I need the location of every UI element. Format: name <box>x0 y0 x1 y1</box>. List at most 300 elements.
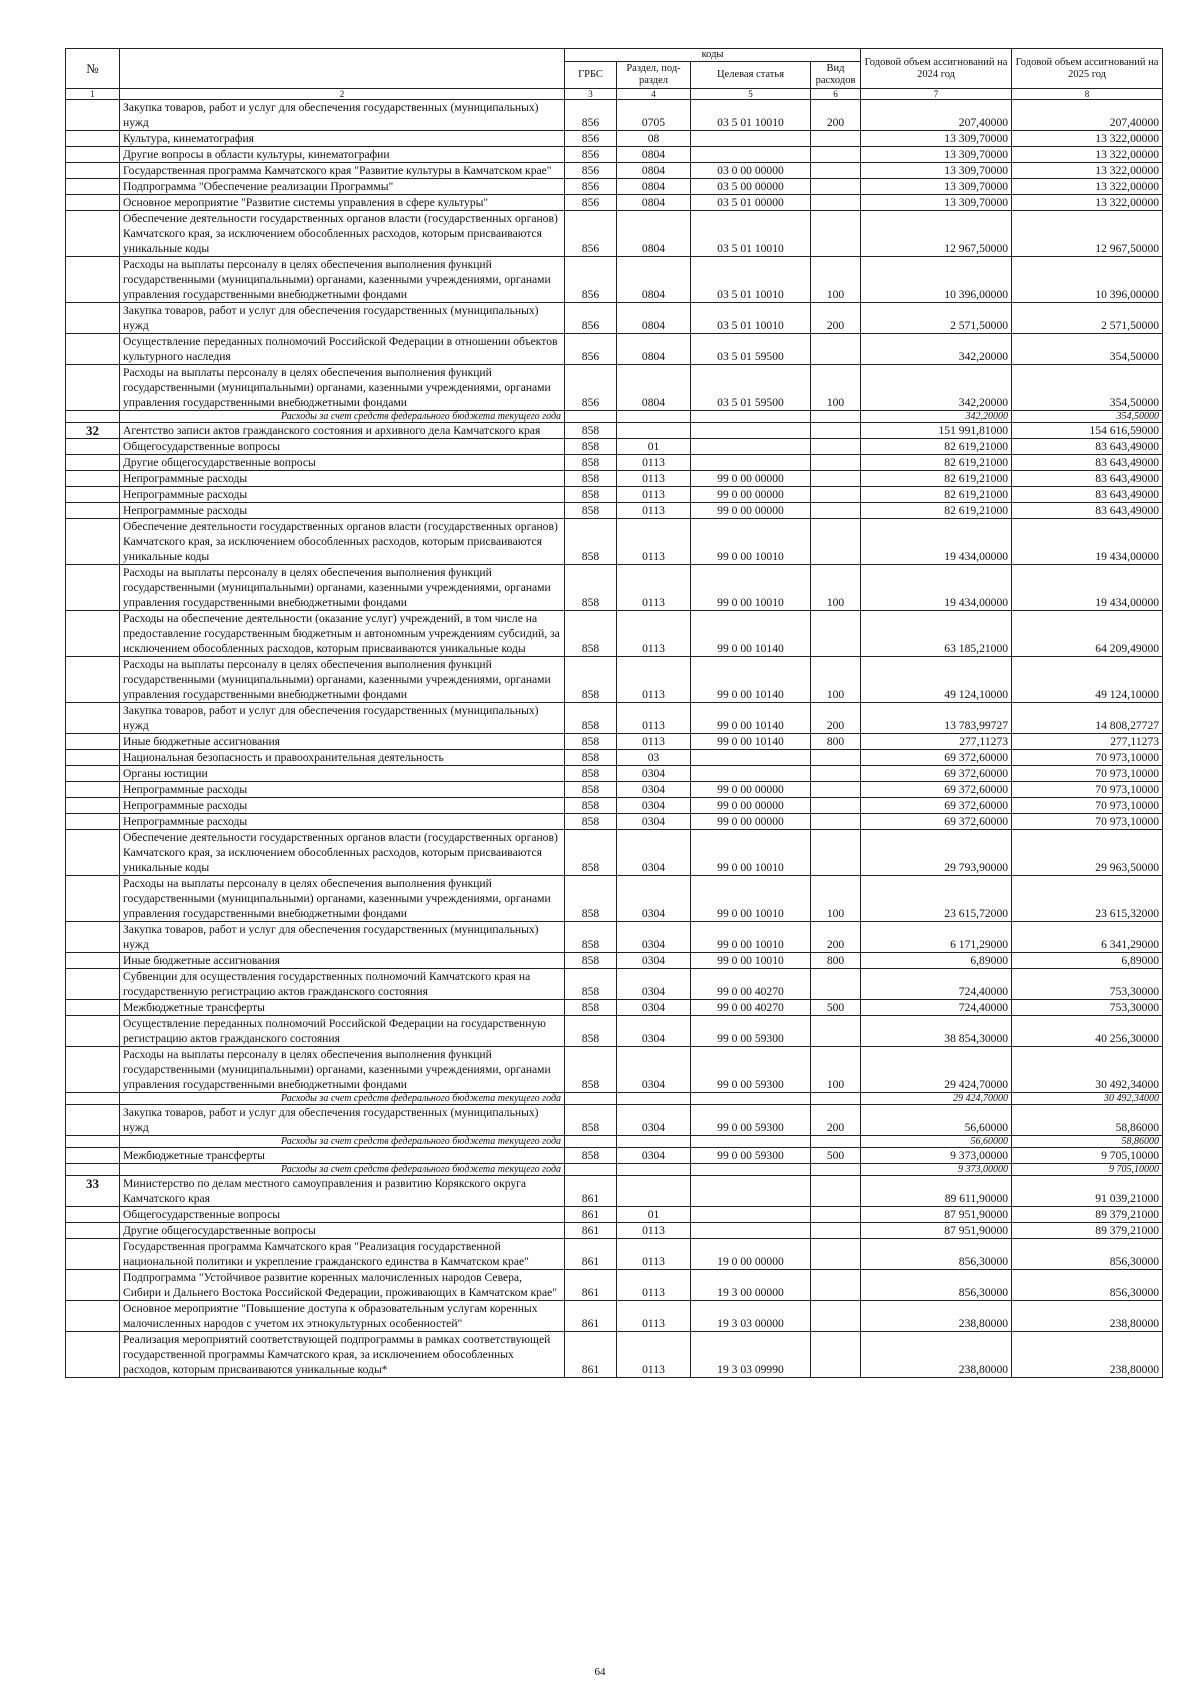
index-cell: 3 <box>565 89 617 100</box>
row-amount-2025: 753,30000 <box>1012 969 1163 1000</box>
row-name: Непрограммные расходы <box>120 503 565 519</box>
row-target <box>691 423 811 439</box>
row-target: 19 3 03 00000 <box>691 1301 811 1332</box>
row-razdel: 0113 <box>617 1332 691 1378</box>
row-grbs: 858 <box>565 611 617 657</box>
row-expense-type: 200 <box>811 922 861 953</box>
row-amount-2025: 29 963,50000 <box>1012 830 1163 876</box>
row-amount-2024: 856,30000 <box>861 1270 1012 1301</box>
row-amount-2024: 29 424,70000 <box>861 1093 1012 1105</box>
row-grbs: 861 <box>565 1207 617 1223</box>
row-number <box>66 131 120 147</box>
row-expense-type <box>811 147 861 163</box>
table-row <box>66 766 1163 782</box>
table-row <box>66 257 1163 303</box>
row-name: Государственная программа Камчатского края "Реализация государственной национальной политики и укрепление гражданского единства в Камчатском крае" <box>120 1239 565 1270</box>
row-razdel: 0304 <box>617 969 691 1000</box>
row-razdel: 0113 <box>617 1239 691 1270</box>
row-name: Обеспечение деятельности государственных органов власти (государственных органов) Камчатского края, за исключением обособленных расходов, которым присваиваются уникальные коды <box>120 519 565 565</box>
row-amount-2025: 49 124,10000 <box>1012 657 1163 703</box>
empty-cell <box>565 1164 617 1176</box>
row-grbs: 858 <box>565 439 617 455</box>
row-grbs: 858 <box>565 830 617 876</box>
row-razdel: 0113 <box>617 703 691 734</box>
row-name: Другие вопросы в области культуры, кинематографии <box>120 147 565 163</box>
row-razdel: 0804 <box>617 163 691 179</box>
row-expense-type <box>811 1207 861 1223</box>
row-number <box>66 1000 120 1016</box>
row-grbs: 858 <box>565 1047 617 1093</box>
row-amount-2025: 64 209,49000 <box>1012 611 1163 657</box>
empty-cell <box>617 1136 691 1148</box>
table-row <box>66 1148 1163 1164</box>
row-amount-2024: 9 373,00000 <box>861 1148 1012 1164</box>
row-amount-2025: 154 616,59000 <box>1012 423 1163 439</box>
header-row-1 <box>66 49 1163 62</box>
index-cell: 8 <box>1012 89 1163 100</box>
row-razdel: 0113 <box>617 503 691 519</box>
row-target: 99 0 00 10010 <box>691 519 811 565</box>
row-target: 19 3 03 09990 <box>691 1332 811 1378</box>
table-row <box>66 750 1163 766</box>
empty-cell <box>691 411 811 423</box>
row-amount-2025: 58,86000 <box>1012 1136 1163 1148</box>
row-grbs: 861 <box>565 1332 617 1378</box>
row-grbs: 861 <box>565 1301 617 1332</box>
row-grbs: 861 <box>565 1270 617 1301</box>
row-name: Государственная программа Камчатского края "Развитие культуры в Камчатском крае" <box>120 163 565 179</box>
row-razdel: 0304 <box>617 1000 691 1016</box>
row-amount-2024: 49 124,10000 <box>861 657 1012 703</box>
table-row <box>66 565 1163 611</box>
row-grbs: 858 <box>565 471 617 487</box>
row-grbs: 858 <box>565 703 617 734</box>
row-name: Непрограммные расходы <box>120 798 565 814</box>
row-target: 03 5 01 10010 <box>691 257 811 303</box>
row-target: 99 0 00 00000 <box>691 798 811 814</box>
row-name: Расходы за счет средств федерального бюджета текущего года <box>120 1164 565 1176</box>
row-expense-type <box>811 195 861 211</box>
row-name: Основное мероприятие "Развитие системы управления в сфере культуры" <box>120 195 565 211</box>
row-number <box>66 439 120 455</box>
row-expense-type <box>811 1332 861 1378</box>
row-number <box>66 503 120 519</box>
row-number <box>66 1301 120 1332</box>
row-amount-2024: 29 793,90000 <box>861 830 1012 876</box>
index-cell: 4 <box>617 89 691 100</box>
row-amount-2024: 856,30000 <box>861 1239 1012 1270</box>
row-name: Основное мероприятие "Повышение доступа к образовательным услугам коренных малочисленных народов с учетом их этнокультурных особенностей" <box>120 1301 565 1332</box>
row-amount-2025: 12 967,50000 <box>1012 211 1163 257</box>
row-amount-2025: 753,30000 <box>1012 1000 1163 1016</box>
table-row <box>66 922 1163 953</box>
row-amount-2024: 342,20000 <box>861 365 1012 411</box>
table-row <box>66 303 1163 334</box>
row-amount-2024: 69 372,60000 <box>861 798 1012 814</box>
table-row <box>66 1047 1163 1093</box>
row-number <box>66 798 120 814</box>
row-expense-type <box>811 611 861 657</box>
row-amount-2024: 89 611,90000 <box>861 1176 1012 1207</box>
empty-cell <box>811 1136 861 1148</box>
table-row <box>66 611 1163 657</box>
row-name: Общегосударственные вопросы <box>120 439 565 455</box>
row-amount-2025: 13 322,00000 <box>1012 179 1163 195</box>
row-razdel: 0804 <box>617 211 691 257</box>
row-grbs: 858 <box>565 1016 617 1047</box>
row-amount-2024: 82 619,21000 <box>861 439 1012 455</box>
row-expense-type <box>811 487 861 503</box>
row-grbs: 856 <box>565 100 617 131</box>
header-vr: Вид расходов <box>811 62 861 89</box>
table-row <box>66 953 1163 969</box>
row-number <box>66 750 120 766</box>
row-amount-2025: 13 322,00000 <box>1012 131 1163 147</box>
row-target <box>691 1176 811 1207</box>
row-number <box>66 303 120 334</box>
table-row <box>66 179 1163 195</box>
row-razdel: 0705 <box>617 100 691 131</box>
row-amount-2025: 6 341,29000 <box>1012 922 1163 953</box>
row-amount-2024: 56,60000 <box>861 1136 1012 1148</box>
table-row <box>66 471 1163 487</box>
budget-document <box>65 48 1162 1378</box>
row-grbs: 856 <box>565 257 617 303</box>
row-number <box>66 1016 120 1047</box>
table-row <box>66 334 1163 365</box>
row-expense-type: 500 <box>811 1000 861 1016</box>
row-grbs: 858 <box>565 503 617 519</box>
row-name: Непрограммные расходы <box>120 487 565 503</box>
budget-table <box>65 48 1163 1378</box>
row-razdel: 0113 <box>617 455 691 471</box>
row-amount-2025: 6,89000 <box>1012 953 1163 969</box>
row-name: Другие общегосударственные вопросы <box>120 455 565 471</box>
row-razdel: 0304 <box>617 766 691 782</box>
row-grbs: 858 <box>565 1000 617 1016</box>
row-amount-2025: 83 643,49000 <box>1012 455 1163 471</box>
empty-cell <box>691 1164 811 1176</box>
row-razdel: 0804 <box>617 303 691 334</box>
row-amount-2025: 207,40000 <box>1012 100 1163 131</box>
table-row <box>66 519 1163 565</box>
row-number <box>66 487 120 503</box>
empty-cell <box>811 1093 861 1105</box>
row-razdel: 0304 <box>617 1016 691 1047</box>
row-name: Расходы на обеспечение деятельности (оказание услуг) учреждений, в том числе на предоставление государственным бюджетным и автономным учреждениям субсидий, за исключением обособленных расходов, которым присваиваются уникальные коды <box>120 611 565 657</box>
row-razdel: 0804 <box>617 179 691 195</box>
table-row <box>66 211 1163 257</box>
empty-cell <box>617 1093 691 1105</box>
row-grbs: 856 <box>565 147 617 163</box>
row-amount-2024: 69 372,60000 <box>861 814 1012 830</box>
row-amount-2025: 23 615,32000 <box>1012 876 1163 922</box>
row-expense-type <box>811 1270 861 1301</box>
row-grbs: 861 <box>565 1176 617 1207</box>
row-name: Осуществление переданных полномочий Российской Федерации в отношении объектов культурного наследия <box>120 334 565 365</box>
row-number: 33 <box>66 1176 120 1207</box>
row-amount-2024: 724,40000 <box>861 969 1012 1000</box>
header-name <box>120 49 565 89</box>
row-razdel: 08 <box>617 131 691 147</box>
row-amount-2024: 238,80000 <box>861 1332 1012 1378</box>
row-name: Расходы на выплаты персоналу в целях обеспечения выполнения функций государственными (муниципальными) органами, казенными учреждениями, органами управления государственными внебюджетными фондами <box>120 565 565 611</box>
row-amount-2024: 6,89000 <box>861 953 1012 969</box>
row-target: 99 0 00 10010 <box>691 830 811 876</box>
row-expense-type <box>811 766 861 782</box>
row-number <box>66 1270 120 1301</box>
row-amount-2025: 83 643,49000 <box>1012 503 1163 519</box>
row-expense-type: 100 <box>811 876 861 922</box>
row-name: Расходы за счет средств федерального бюджета текущего года <box>120 1136 565 1148</box>
row-amount-2024: 342,20000 <box>861 334 1012 365</box>
row-target: 03 5 00 00000 <box>691 179 811 195</box>
row-razdel: 0113 <box>617 734 691 750</box>
row-number <box>66 782 120 798</box>
row-razdel: 0113 <box>617 611 691 657</box>
row-name: Расходы за счет средств федерального бюджета текущего года <box>120 1093 565 1105</box>
row-razdel: 0804 <box>617 365 691 411</box>
row-target <box>691 1207 811 1223</box>
table-row <box>66 439 1163 455</box>
table-row <box>66 1176 1163 1207</box>
row-razdel: 0113 <box>617 1301 691 1332</box>
header-cs: Целевая статья <box>691 62 811 89</box>
row-razdel: 0304 <box>617 876 691 922</box>
row-name: Непрограммные расходы <box>120 471 565 487</box>
row-name: Закупка товаров, работ и услуг для обеспечения государственных (муниципальных) нужд <box>120 303 565 334</box>
row-razdel <box>617 423 691 439</box>
table-row <box>66 1332 1163 1378</box>
row-number <box>66 163 120 179</box>
empty-cell <box>565 1136 617 1148</box>
row-razdel: 0113 <box>617 471 691 487</box>
row-name: Расходы на выплаты персоналу в целях обеспечения выполнения функций государственными (муниципальными) органами, казенными учреждениями, органами управления государственными внебюджетными фондами <box>120 1047 565 1093</box>
row-expense-type: 200 <box>811 703 861 734</box>
row-number <box>66 334 120 365</box>
row-amount-2025: 10 396,00000 <box>1012 257 1163 303</box>
row-grbs: 856 <box>565 365 617 411</box>
row-name: Межбюджетные трансферты <box>120 1148 565 1164</box>
row-amount-2024: 69 372,60000 <box>861 750 1012 766</box>
row-amount-2024: 10 396,00000 <box>861 257 1012 303</box>
table-row <box>66 1301 1163 1332</box>
table-row <box>66 1207 1163 1223</box>
row-name: Расходы на выплаты персоналу в целях обеспечения выполнения функций государственными (муниципальными) органами, казенными учреждениями, органами управления государственными внебюджетными фондами <box>120 257 565 303</box>
row-grbs: 858 <box>565 798 617 814</box>
row-amount-2025: 238,80000 <box>1012 1301 1163 1332</box>
row-expense-type <box>811 1176 861 1207</box>
row-amount-2024: 56,60000 <box>861 1105 1012 1136</box>
row-number <box>66 1105 120 1136</box>
table-row <box>66 131 1163 147</box>
row-grbs: 858 <box>565 423 617 439</box>
row-expense-type <box>811 798 861 814</box>
row-target: 99 0 00 40270 <box>691 1000 811 1016</box>
row-amount-2024: 151 991,81000 <box>861 423 1012 439</box>
row-number <box>66 1136 120 1148</box>
row-number <box>66 455 120 471</box>
row-target: 03 5 01 10010 <box>691 211 811 257</box>
row-target: 03 0 00 00000 <box>691 163 811 179</box>
row-amount-2024: 2 571,50000 <box>861 303 1012 334</box>
row-amount-2025: 19 434,00000 <box>1012 519 1163 565</box>
row-number <box>66 830 120 876</box>
row-expense-type <box>811 334 861 365</box>
table-row <box>66 703 1163 734</box>
row-target: 99 0 00 10140 <box>691 611 811 657</box>
row-target: 99 0 00 10140 <box>691 734 811 750</box>
row-grbs: 858 <box>565 734 617 750</box>
empty-cell <box>811 411 861 423</box>
row-number <box>66 814 120 830</box>
row-target: 03 5 01 59500 <box>691 334 811 365</box>
table-row <box>66 487 1163 503</box>
row-expense-type: 800 <box>811 953 861 969</box>
row-amount-2025: 89 379,21000 <box>1012 1207 1163 1223</box>
row-number <box>66 1047 120 1093</box>
row-expense-type: 100 <box>811 565 861 611</box>
row-expense-type <box>811 969 861 1000</box>
row-target <box>691 1223 811 1239</box>
row-razdel: 0304 <box>617 1148 691 1164</box>
row-amount-2024: 13 309,70000 <box>861 195 1012 211</box>
row-razdel: 0304 <box>617 1105 691 1136</box>
row-target: 99 0 00 00000 <box>691 487 811 503</box>
row-amount-2025: 83 643,49000 <box>1012 439 1163 455</box>
header-2024: Годовой объем ассигнований на 2024 год <box>861 49 1012 89</box>
table-row <box>66 969 1163 1000</box>
row-number: 32 <box>66 423 120 439</box>
row-expense-type <box>811 423 861 439</box>
table-row <box>66 195 1163 211</box>
table-row <box>66 798 1163 814</box>
row-number <box>66 365 120 411</box>
row-target: 99 0 00 59300 <box>691 1047 811 1093</box>
row-razdel: 0113 <box>617 487 691 503</box>
note-row <box>66 1136 1163 1148</box>
row-target: 99 0 00 10010 <box>691 953 811 969</box>
empty-cell <box>691 1093 811 1105</box>
row-amount-2025: 277,11273 <box>1012 734 1163 750</box>
row-amount-2024: 19 434,00000 <box>861 519 1012 565</box>
row-grbs: 858 <box>565 953 617 969</box>
row-target: 99 0 00 00000 <box>691 471 811 487</box>
header-grbs: ГРБС <box>565 62 617 89</box>
index-cell: 6 <box>811 89 861 100</box>
row-amount-2024: 87 951,90000 <box>861 1207 1012 1223</box>
row-target <box>691 439 811 455</box>
row-razdel: 0804 <box>617 147 691 163</box>
row-amount-2025: 9 705,10000 <box>1012 1164 1163 1176</box>
row-expense-type <box>811 1301 861 1332</box>
row-razdel: 0804 <box>617 257 691 303</box>
row-amount-2025: 30 492,34000 <box>1012 1047 1163 1093</box>
row-expense-type <box>811 1223 861 1239</box>
header-2025: Годовой объем ассигнований на 2025 год <box>1012 49 1163 89</box>
row-target <box>691 750 811 766</box>
row-name: Закупка товаров, работ и услуг для обеспечения государственных (муниципальных) нужд <box>120 703 565 734</box>
row-amount-2025: 856,30000 <box>1012 1239 1163 1270</box>
row-amount-2024: 13 309,70000 <box>861 179 1012 195</box>
row-amount-2025: 40 256,30000 <box>1012 1016 1163 1047</box>
row-number <box>66 100 120 131</box>
row-number <box>66 1164 120 1176</box>
row-number <box>66 734 120 750</box>
page-number: 64 <box>594 1666 606 1678</box>
row-razdel: 01 <box>617 1207 691 1223</box>
row-razdel: 0304 <box>617 798 691 814</box>
row-number <box>66 953 120 969</box>
note-row <box>66 1164 1163 1176</box>
row-name: Расходы за счет средств федерального бюджета текущего года <box>120 411 565 423</box>
row-amount-2024: 238,80000 <box>861 1301 1012 1332</box>
row-target: 19 0 00 00000 <box>691 1239 811 1270</box>
row-amount-2024: 277,11273 <box>861 734 1012 750</box>
empty-cell <box>691 1136 811 1148</box>
row-number <box>66 195 120 211</box>
row-amount-2024: 87 951,90000 <box>861 1223 1012 1239</box>
row-razdel: 01 <box>617 439 691 455</box>
row-number <box>66 969 120 1000</box>
row-name: Органы юстиции <box>120 766 565 782</box>
row-amount-2025: 58,86000 <box>1012 1105 1163 1136</box>
row-amount-2024: 82 619,21000 <box>861 471 1012 487</box>
row-amount-2024: 12 967,50000 <box>861 211 1012 257</box>
row-grbs: 856 <box>565 131 617 147</box>
table-row <box>66 734 1163 750</box>
row-target: 99 0 00 10010 <box>691 565 811 611</box>
row-name: Непрограммные расходы <box>120 814 565 830</box>
row-razdel: 03 <box>617 750 691 766</box>
empty-cell <box>811 1164 861 1176</box>
row-amount-2024: 207,40000 <box>861 100 1012 131</box>
row-name: Другие общегосударственные вопросы <box>120 1223 565 1239</box>
row-amount-2025: 354,50000 <box>1012 411 1163 423</box>
row-target: 03 5 01 59500 <box>691 365 811 411</box>
row-number <box>66 179 120 195</box>
row-razdel: 0113 <box>617 519 691 565</box>
row-number <box>66 471 120 487</box>
row-amount-2025: 70 973,10000 <box>1012 798 1163 814</box>
row-target: 99 0 00 59300 <box>691 1105 811 1136</box>
row-amount-2024: 82 619,21000 <box>861 487 1012 503</box>
row-grbs: 858 <box>565 657 617 703</box>
row-expense-type <box>811 163 861 179</box>
table-row <box>66 455 1163 471</box>
row-target: 03 5 01 10010 <box>691 100 811 131</box>
row-grbs: 858 <box>565 782 617 798</box>
row-amount-2024: 724,40000 <box>861 1000 1012 1016</box>
row-grbs: 858 <box>565 1148 617 1164</box>
row-grbs: 858 <box>565 750 617 766</box>
row-expense-type: 100 <box>811 1047 861 1093</box>
table-row <box>66 163 1163 179</box>
row-target: 03 5 01 10010 <box>691 303 811 334</box>
table-row <box>66 657 1163 703</box>
row-grbs: 858 <box>565 455 617 471</box>
row-razdel: 0804 <box>617 334 691 365</box>
row-name: Обеспечение деятельности государственных органов власти (государственных органов) Камчатского края, за исключением обособленных расходов, которым присваиваются уникальные коды <box>120 211 565 257</box>
row-name: Министерство по делам местного самоуправления и развитию Корякского округа Камчатского края <box>120 1176 565 1207</box>
row-amount-2024: 82 619,21000 <box>861 455 1012 471</box>
row-grbs: 856 <box>565 179 617 195</box>
row-number <box>66 565 120 611</box>
row-expense-type <box>811 211 861 257</box>
row-grbs: 856 <box>565 303 617 334</box>
header-no: № <box>66 49 120 89</box>
row-amount-2024: 9 373,00000 <box>861 1164 1012 1176</box>
